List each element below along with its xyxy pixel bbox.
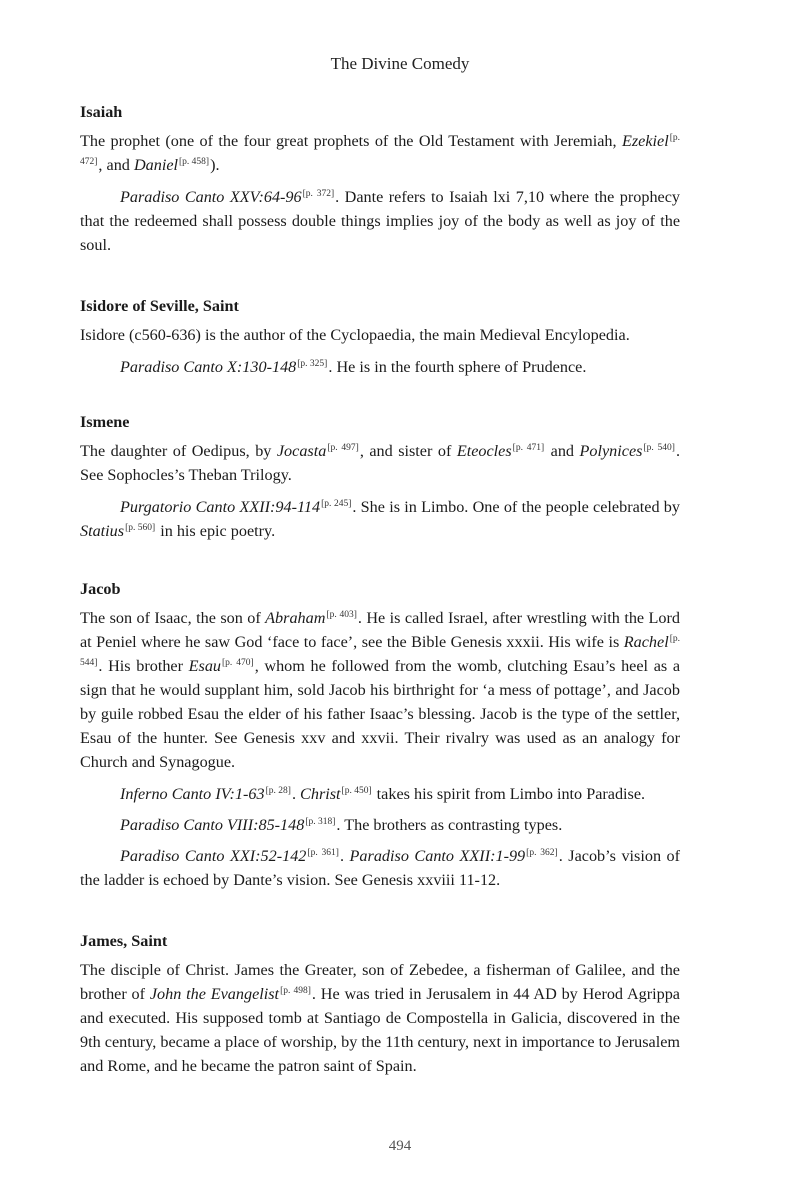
entry-heading: Ismene — [80, 413, 130, 431]
page-number: 494 — [388, 1138, 412, 1154]
entry-ismene — [80, 410, 680, 543]
entry-description — [80, 129, 680, 177]
page-reference[interactable]: [p. 470] — [222, 658, 254, 668]
text-run: . Jacob’s vision of the ladder is echoed by Dante’s vision. See Genesis xxviii 11-12. — [80, 847, 681, 889]
entry-description — [80, 958, 680, 1078]
cross-reference-link[interactable]: John the Evangelist — [149, 985, 280, 1003]
text-run: . Dante refers to Isaiah lxi 7,10 where the prophecy that the redeemed shall possess double things implies joy of the body as well as joy of the soul. — [80, 188, 681, 254]
text-run: and — [545, 442, 580, 460]
canto-link[interactable]: Purgatorio Canto XXII:94-114 — [120, 498, 321, 516]
page-reference[interactable]: [p. 372] — [302, 189, 335, 199]
canto-reference — [80, 813, 680, 837]
cross-reference-link[interactable]: Esau — [188, 657, 222, 675]
canto-link[interactable]: Paradiso Canto X:130-148 — [120, 358, 297, 376]
page-reference[interactable]: [p. 544] — [80, 634, 680, 668]
cross-reference-link[interactable]: Polynices — [579, 442, 643, 460]
canto-reference — [80, 355, 680, 379]
text-run: . See Sophocles’s Theban Trilogy. — [80, 442, 680, 484]
text-run: . He is in the fourth sphere of Prudence. — [328, 358, 587, 376]
text-run: in his epic poetry. — [156, 522, 276, 540]
cross-reference-link[interactable]: Christ — [300, 785, 341, 803]
page-reference[interactable]: [p. 361] — [307, 848, 339, 858]
entry-james — [80, 929, 680, 1078]
cross-reference-link[interactable]: Statius — [80, 522, 125, 540]
canto-link[interactable]: Paradiso Canto XXII:1-99 — [349, 847, 526, 865]
text-run: The prophet (one of the four great prophets of the Old Testament with Jeremiah, — [80, 132, 622, 150]
text-run: takes his spirit from Limbo into Paradise. — [372, 785, 646, 803]
canto-link[interactable]: Paradiso Canto XXI:52-142 — [120, 847, 307, 865]
canto-link[interactable]: Paradiso Canto XXV:64-96 — [120, 188, 302, 206]
glossary-content — [80, 100, 680, 1078]
page-reference[interactable]: [p. 472] — [80, 133, 680, 167]
text-run: . She is in Limbo. One of the people celebrated by — [352, 498, 680, 516]
text-run: , and — [98, 156, 134, 174]
cross-reference-link[interactable]: Abraham — [265, 609, 326, 627]
page-reference[interactable]: [p. 540] — [643, 443, 675, 453]
text-run: , and sister of — [359, 442, 457, 460]
entry-jacob — [80, 577, 680, 892]
page-reference[interactable]: [p. 560] — [125, 523, 156, 533]
entry-isidore — [80, 294, 680, 379]
entry-description — [80, 606, 680, 774]
text-run: ). — [210, 156, 220, 174]
cross-reference-link[interactable]: Rachel — [623, 633, 669, 651]
entry-heading: Isaiah — [80, 103, 123, 121]
text-run: . His brother — [98, 657, 189, 675]
text-run: The disciple of Christ. James the Greater, son of Zebedee, a fisherman of Galilee, and the brother of — [80, 961, 680, 1003]
text-run: , whom he followed from the womb, clutching Esau’s heel as a sign that he would supplant him, sold Jacob his birthright for ‘a mess of pottage’, and Jacob by guile robbed Esau the elder of his father Isaac’s blessing. Jacob is the type of the settler, Esau of the hunter. See Genesis xxv and xxvii. Their rivalry was used as an analogy for Church and Synagogue. — [80, 657, 681, 771]
canto-link[interactable]: Inferno Canto IV:1-63 — [120, 785, 265, 803]
text-run: . The brothers as contrasting types. — [336, 816, 563, 834]
entry-heading: Isidore of Seville, Saint — [80, 297, 239, 315]
page-reference[interactable]: [p. 325] — [297, 359, 328, 369]
canto-reference — [80, 495, 680, 543]
entry-heading: Jacob — [80, 580, 121, 598]
entry-isaiah — [80, 100, 680, 257]
cross-reference-link[interactable]: Ezekiel — [621, 132, 669, 150]
text-run: . — [339, 847, 350, 865]
page-reference[interactable]: [p. 497] — [327, 443, 359, 453]
text-run: . He is called Israel, after wrestling with the Lord at Peniel where he saw God ‘face to face’, see the Bible Genesis xxxii. His wife is — [80, 609, 680, 651]
canto-reference — [80, 185, 680, 257]
page-reference[interactable]: [p. 318] — [305, 817, 336, 827]
page-reference[interactable]: [p. 471] — [512, 443, 545, 453]
entry-description — [80, 323, 680, 347]
page-reference[interactable]: [p. 498] — [280, 986, 311, 996]
cross-reference-link[interactable]: Jocasta — [276, 442, 327, 460]
page-reference[interactable]: [p. 450] — [341, 786, 372, 796]
page-reference[interactable]: [p. 28] — [265, 786, 291, 796]
text-run: The son of Isaac, the son of — [80, 609, 266, 627]
running-header: The Divine Comedy — [330, 54, 470, 73]
text-run: The daughter of Oedipus, by — [80, 442, 277, 460]
text-run: . He was tried in Jerusalem in 44 AD by Herod Agrippa and executed. His supposed tomb at Santiago de Compostella in Galicia, discovered in the 9th century, became a place of worship, by the 11th century, next in importance to Jerusalem and Rome, and he became the patron saint of Spain. — [80, 985, 680, 1075]
cross-reference-link[interactable]: Daniel — [133, 156, 178, 174]
canto-link[interactable]: Paradiso Canto VIII:85-148 — [120, 816, 305, 834]
page-reference[interactable]: [p. 362] — [526, 848, 558, 858]
canto-reference — [80, 844, 680, 892]
text-run: Isidore (c560-636) is the author of the Cyclopaedia, the main Medieval Encylopedia. — [80, 326, 630, 344]
canto-reference — [80, 782, 680, 806]
page-reference[interactable]: [p. 245] — [321, 499, 352, 509]
cross-reference-link[interactable]: Eteocles — [456, 442, 512, 460]
entry-description — [80, 439, 680, 487]
text-run: . — [291, 785, 301, 803]
page-reference[interactable]: [p. 458] — [179, 157, 210, 167]
entry-heading: James, Saint — [80, 932, 168, 950]
page-reference[interactable]: [p. 403] — [326, 610, 357, 620]
